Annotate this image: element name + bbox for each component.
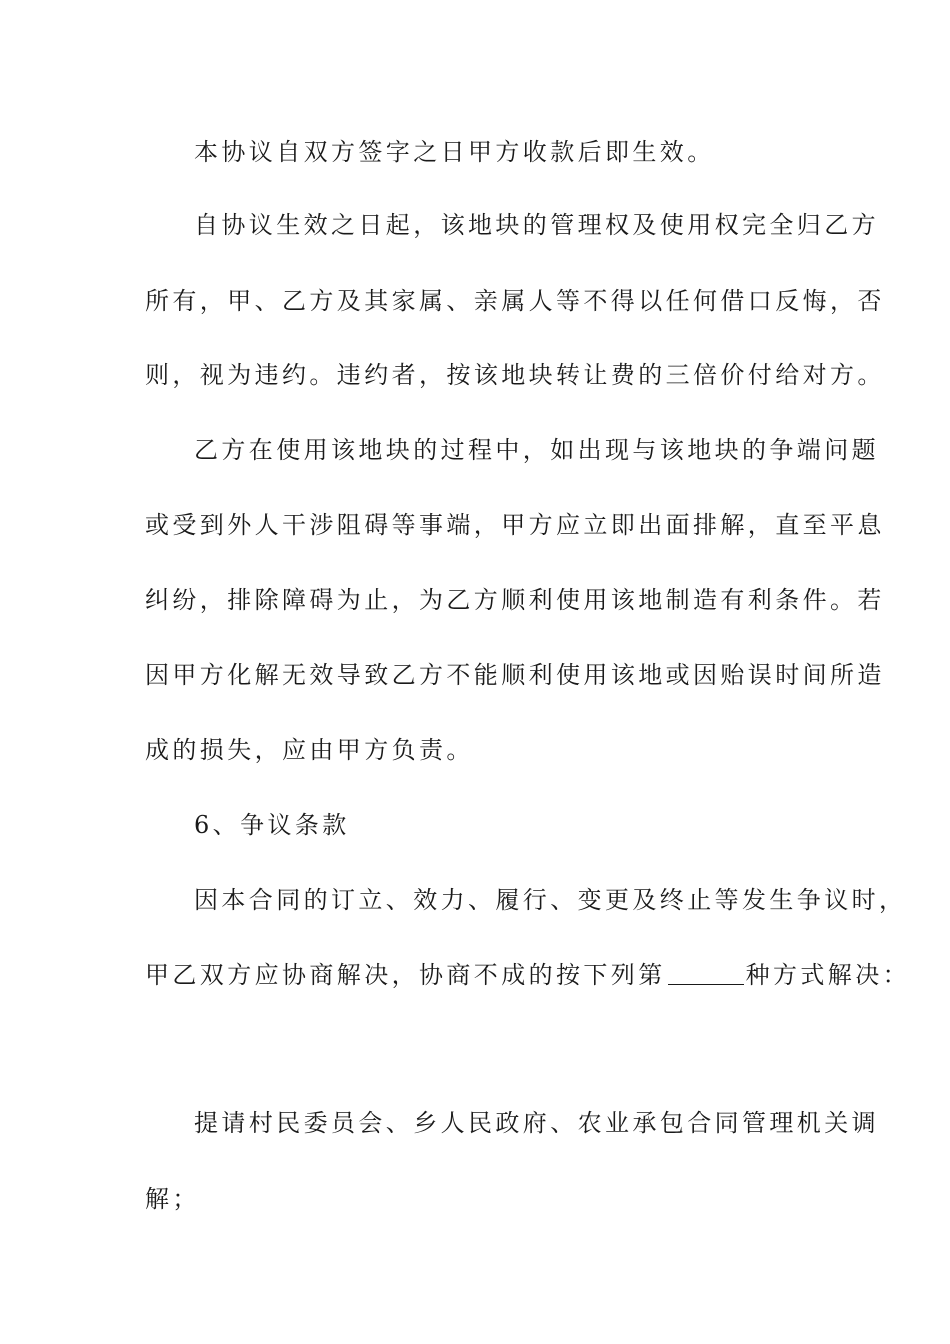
paragraph-line: 纠纷，排除障碍为止，为乙方顺利使用该地制造有利条件。若 bbox=[145, 586, 885, 614]
section-heading: 6、争议条款 bbox=[194, 811, 350, 839]
paragraph-line: 成的损失，应由甲方负责。 bbox=[145, 736, 474, 764]
paragraph-line: 提请村民委员会、乡人民政府、农业承包合同管理机关调 bbox=[194, 1109, 879, 1137]
paragraph-line: 所有，甲、乙方及其家属、亲属人等不得以任何借口反悔，否 bbox=[145, 287, 885, 315]
dispute-text-after-blank: 种方式解决： bbox=[745, 961, 911, 989]
paragraph-line: 则，视为违约。违约者，按该地块转让费的三倍价付给对方。 bbox=[145, 361, 885, 389]
paragraph-line: 因本合同的订立、效力、履行、变更及终止等发生争议时， bbox=[194, 886, 907, 914]
paragraph-line: 解； bbox=[145, 1185, 200, 1213]
paragraph-line bbox=[145, 960, 910, 990]
paragraph-line: 因甲方化解无效导致乙方不能顺利使用该地或因贻误时间所造 bbox=[145, 661, 885, 689]
paragraph-line: 或受到外人干涉阻碍等事端，甲方应立即出面排解，直至平息 bbox=[145, 511, 885, 539]
paragraph-line: 本协议自双方签字之日甲方收款后即生效。 bbox=[194, 138, 715, 166]
fill-in-blank bbox=[668, 962, 744, 985]
paragraph-line: 乙方在使用该地块的过程中，如出现与该地块的争端问题 bbox=[194, 436, 879, 464]
dispute-text-before-blank: 甲乙双方应协商解决，协商不成的按下列第 bbox=[145, 961, 666, 989]
paragraph-line: 自协议生效之日起，该地块的管理权及使用权完全归乙方 bbox=[194, 211, 879, 239]
